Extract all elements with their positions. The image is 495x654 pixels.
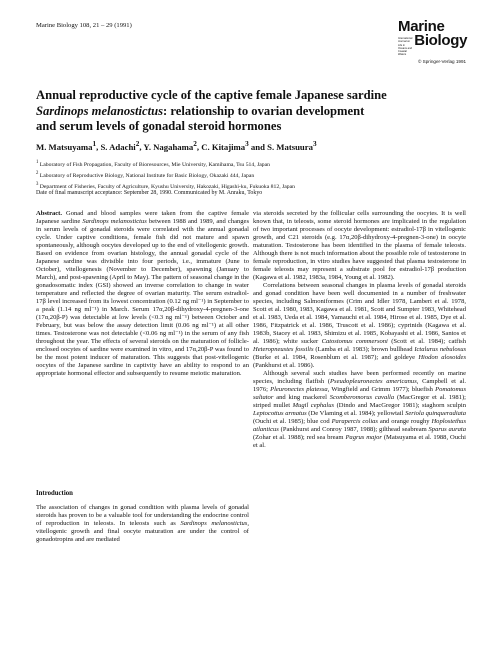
paragraph-text: , Campbell et al. 1976;: [253, 378, 466, 394]
journal-logo: [398, 18, 468, 64]
article-title: [36, 88, 466, 135]
right-paragraph-1: via steroids secreted by the follicular cells surrounding the oocytes. It is well known that, in teleosts, some steroid hormones are implicated in the regulation of two important processes of oocyte development: estradiol-17β in vitellogenic growth, and C21 steroids (e.g. 17α,20β-dihydroxy-4-pregnen-3-one) in oocyte maturation. Testosterone has been identified in the plasma of female teleosts. Although there is not much information about the possible role of testosterone in female reproduction, in vitro studies have suggested that plasma testosterone in female teleosts may represent a substrate pool for estradiol-17β production (Kagawa et al. 1982, 1983a, 1984, Young et al. 1982).: [253, 210, 466, 282]
intro-text-1: The association of changes in gonad condition with plasma levels of gonadal steroids has proven to be a valuable tool for understanding the endocrine control of reproduction in teleosts. In teleosts such as: [36, 504, 249, 528]
logo-subtitle: International Journal on Life in Oceans and Coastal Waters: [398, 37, 413, 57]
author: Y. Nagahama: [143, 141, 194, 152]
species-name: Parapercis colias: [331, 418, 378, 426]
abstract-label: Abstract.: [36, 210, 62, 217]
intro-species: Sardinops melanostictus: [180, 520, 248, 528]
affiliation-item: [36, 159, 466, 170]
author-separator: ,: [139, 141, 144, 152]
author: S. Adachi: [100, 141, 136, 152]
species-name: Seriola quinqueradiata: [405, 410, 467, 418]
title-line-3: and serum levels of gonadal steroid hormones: [36, 119, 282, 133]
publisher-copyright: © Springer-Verlag 1991: [418, 58, 467, 64]
author-affil-mark: 3: [312, 140, 317, 148]
species-name: Pseudopleuronectes americanus: [330, 378, 417, 386]
acceptance-note: Date of final manuscript acceptance: September 28, 1990. Communicated by M. Anraku, Tokyo: [36, 190, 263, 196]
introduction-heading: Introduction: [36, 490, 73, 497]
author-separator: and: [248, 141, 268, 152]
affiliation-mark: 2: [36, 170, 39, 176]
author-affil-mark: 3: [245, 140, 249, 148]
paragraph-text: (Matsuyama et al. 1988, Ouchi et al.: [253, 434, 466, 450]
logo-word-marine: Marine: [398, 18, 445, 35]
affiliation-text: Laboratory of Fish Propagation, Faculty of Bioresources, Mie University, Kamihama, Tsu 514, Japan: [39, 161, 271, 168]
abstract-species: Sardinops melanostictus: [82, 218, 147, 226]
affiliation-mark: 3: [36, 181, 39, 187]
species-name: Heteropneustes fossilis: [253, 346, 314, 354]
species-name: Pomatomus saltator: [253, 386, 466, 402]
journal-reference: Marine Biology 108, 21 – 29 (1991): [36, 22, 132, 29]
title-species: Sardinops melanostictus: [36, 103, 164, 118]
species-name: Pagrus major: [345, 434, 382, 442]
abstract: [36, 210, 249, 378]
intro-text-2: , vitellogenic growth and final oocyte maturation are under the control of gonadotropins and are mediated: [36, 520, 249, 544]
author-separator: ,: [196, 141, 202, 152]
paragraph-text: and orange roughy: [377, 418, 432, 426]
paragraph-text: (Burke et al. 1984, Rosenblum et al. 1987); and goldeye: [253, 354, 419, 362]
abstract-text-2: between 1988 and 1989, and changes in serum levels of gonadal steroids were correlated with the annual gonadal cycle. Under captive conditions, female fish did not mature and spawn spontaneously, although oocytes developed up to the end of vitellogenic growth. Based on evidence from ovarian histology, the annual gonadal cycle of the Japanese sardine was divisible into four periods, i.e., immature (June to October), vitellogenesis (November to December), spawning (January to March), and post-spawning (April to May). The pattern of seasonal change in the gonadosomatic index (GSI) showed an inverse correlation to change in water temperature and reflected the degree of ovarian maturity. The serum estradiol-17β level increased from its lowest concentration (0.12 ng ml⁻¹) in September to a peak (1.14 ng ml⁻¹) in March. Serum 17α,20β-dihydroxy-4-pregnen-3-one (17α,20β-P) was detectable at low levels (<0.3 ng ml⁻¹) between October and February, but was below the assay detection limit (0.06 ng ml⁻¹) at all other times. Testosterone was not detectable (<0.06 ng ml⁻¹) in the serum of any fish throughout the year. The effects of several steroids on the maturation of follicle-enclosed oocytes of sardine were examined in vitro, and 17α,20β-P was found to be the most potent inducer of maturation. This suggests that post-vitellogenic oocytes of the Japanese sardine in captivity have an ability to respond to an appropriate hormonal effector and subsequently to resume meiotic maturation.: [36, 218, 249, 378]
paragraph-text: and king mackerel: [273, 394, 330, 402]
paragraph-text: (Zohar et al. 1988); red sea bream: [253, 434, 346, 442]
paragraph-text: (Dindo and MacGregor 1981); staghorn sculpin: [334, 402, 466, 410]
paragraph-text: (Scott et al. 1984); catfish: [387, 338, 466, 346]
species-name: Mugil cephalus: [292, 402, 335, 410]
author: S. Matsuura: [267, 141, 313, 152]
paragraph-text: (De Vlaming et al. 1984); yellowtail: [306, 410, 406, 418]
affiliation-text: Laboratory of Reproductive Biology, National Institute for Basic Biology, Okazaki 444, Japan: [39, 172, 255, 179]
affiliation-text: Department of Fisheries, Faculty of Agriculture, Kyushu University, Hakozaki, Higashi-ku, Fukuoka 812, Japan: [39, 183, 295, 190]
author-separator: ,: [96, 141, 101, 152]
paragraph-text: (MacGregor et al. 1981); striped mullet: [253, 394, 466, 410]
author-affil-mark: 2: [135, 140, 140, 148]
paragraph-text: (Lamba et al. 1983); brown bullhead: [313, 346, 415, 354]
paragraph-text: (Pankhurst and Conroy 1987, 1988); gilthead seabream: [278, 426, 429, 434]
right-paragraph-3: [253, 370, 466, 450]
species-name: Catostomus commersoni: [321, 338, 388, 346]
species-name: Pleuronectes platessa: [270, 386, 328, 394]
title-line-1: Annual reproductive cycle of the captive female Japanese sardine: [36, 88, 387, 102]
author-list: [36, 140, 466, 152]
author: M. Matsuyama: [36, 141, 93, 152]
author: C. Kitajima: [201, 141, 246, 152]
paragraph-text: (Ouchi et al. 1985); blue cod: [253, 418, 332, 426]
species-name: Sparus aurata: [428, 426, 466, 434]
title-line-2: : relationship to ovarian development: [163, 103, 365, 118]
species-name: Hoplostethus atlanticus: [253, 418, 466, 434]
species-name: Leptocottus armatus: [253, 410, 307, 418]
introduction-paragraph: [36, 504, 249, 544]
author-affil-mark: 2: [193, 140, 197, 148]
affiliations: [36, 159, 466, 191]
logo-word-biology: Biology: [414, 32, 468, 49]
species-name: Ictalurus nebulosus: [414, 346, 467, 354]
species-name: Scomberomorus cavalla: [329, 394, 395, 402]
abstract-text-1: Gonad and blood samples were taken from the captive female Japanese sardine: [36, 210, 249, 226]
affiliation-mark: 1: [36, 160, 39, 165]
right-paragraph-2: [253, 282, 466, 370]
right-column: [253, 210, 466, 450]
paragraph-text: Although several such studies have been performed recently on marine species, including flatfish (: [253, 370, 466, 386]
affiliation-item: [36, 170, 466, 181]
paragraph-text: Correlations between seasonal changes in plasma levels of gonadal steroids and gonad condition have been well documented in a number of freshwater species, including Salmoniformes (Crim and Idler 1978, Lambert et al. 1978, Scott et al. 1980, 1983, Kagawa et al. 1981, Scott and Sumpter 1983, Whitehead et al. 1983, Ueda et al. 1984, Yamauchi et al. 1984, Hirose et al. 1985, Dye et al. 1986, Fitzpatrick et al. 1986, Truscott et al. 1986); cyprinids (Kagawa et al. 1983b, Stacey et al. 1983, Shimizu et al. 1985, Kobayashi et al. 1986, Santos et al. 1986); white sucker: [253, 282, 466, 346]
paragraph-text: (Pankhurst et al. 1986).: [253, 362, 315, 370]
author-affil-mark: 1: [92, 140, 97, 148]
paragraph-text: , Wingfield and Grimm 1977); bluefish: [327, 386, 436, 394]
species-name: Hiodon alosoides: [418, 354, 466, 362]
